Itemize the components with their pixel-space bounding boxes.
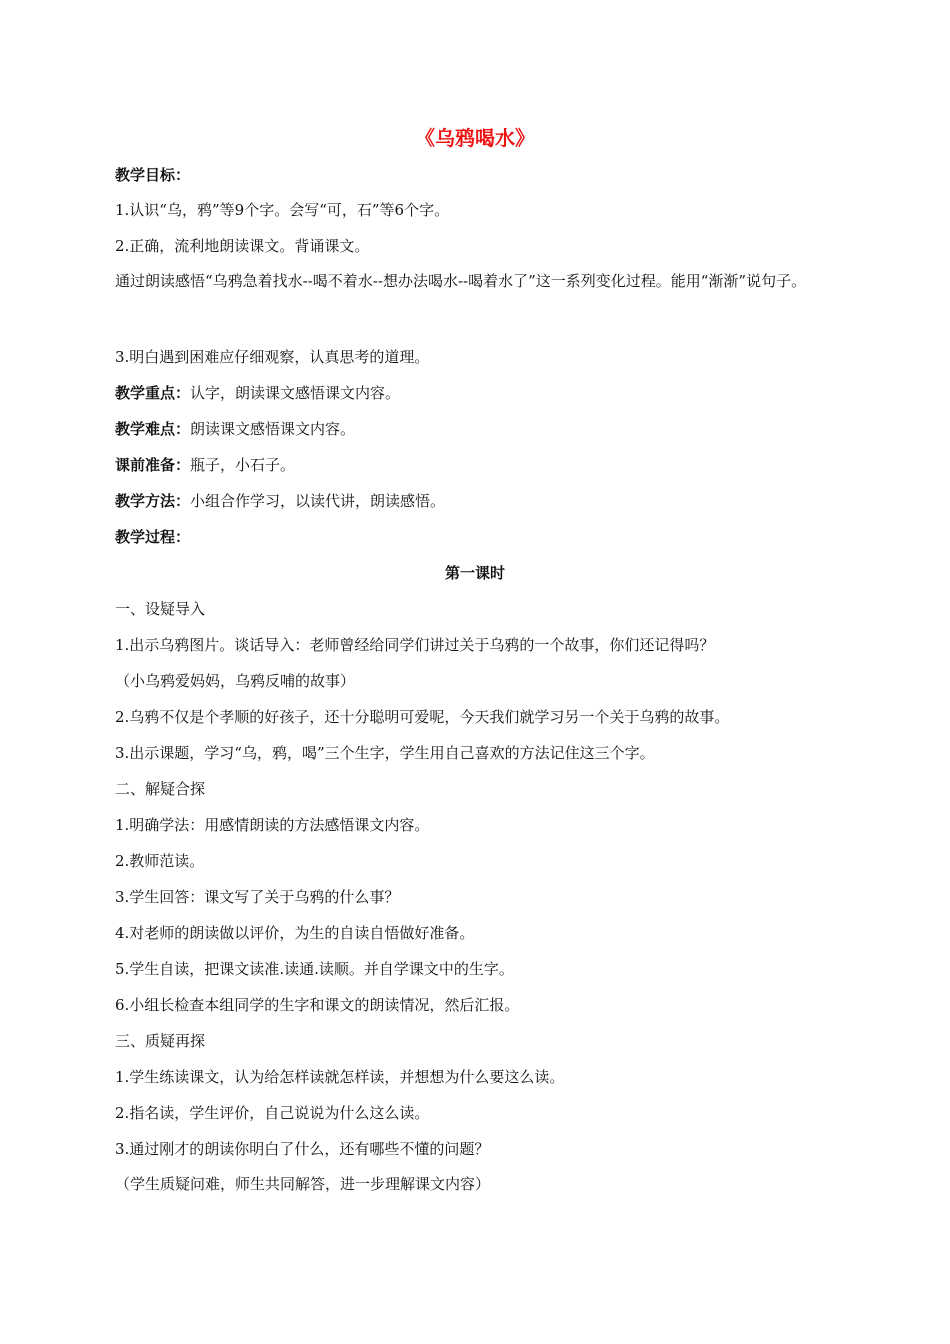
preparation-text: 瓶子，小石子。	[190, 456, 296, 474]
section-3-title: 三、质疑再探	[115, 1032, 206, 1050]
section-1-item-1-note: （小乌鸦爱妈妈，乌鸦反哺的故事）	[115, 672, 356, 690]
section-2-item-1: 1.明确学法：用感情朗读的方法感悟课文内容。	[115, 816, 430, 834]
objective-item-2-detail: 通过朗读感悟“乌鸦急着找水--喝不着水--想办法喝水--喝着水了”这一系列变化过程。能用“渐渐”说句子。	[115, 272, 807, 290]
section-2-item-3: 3.学生回答：课文写了关于乌鸦的什么事？	[115, 888, 400, 906]
section-2-item-2: 2.教师范读。	[115, 852, 205, 870]
section-1-item-3: 3.出示课题，学习“乌，鸦，喝”三个生字，学生用自己喜欢的方法记住这三个字。	[115, 744, 655, 762]
difficulty-label: 教学难点：	[115, 420, 191, 438]
section-1-item-1: 1.出示乌鸦图片。谈话导入：老师曾经给同学们讲过关于乌鸦的一个故事，你们还记得吗？	[115, 636, 715, 654]
section-2-item-4: 4.对老师的朗读做以评价，为生的自读自悟做好准备。	[115, 924, 475, 942]
section-1-title: 一、设疑导入	[115, 600, 206, 618]
difficulty-row	[115, 418, 855, 440]
objectives-label: 教学目标：	[115, 166, 191, 184]
method-label: 教学方法：	[115, 492, 191, 510]
difficulty-text: 朗读课文感悟课文内容。	[190, 420, 356, 438]
method-text: 小组合作学习，以读代讲，朗读感悟。	[190, 492, 446, 510]
section-3-item-1: 1.学生练读课文，认为给怎样读就怎样读，并想想为什么要这么读。	[115, 1068, 565, 1086]
section-3-item-3: 3.通过刚才的朗读你明白了什么，还有哪些不懂的问题？	[115, 1140, 490, 1158]
method-row	[115, 490, 855, 512]
section-2-title: 二、解疑合探	[115, 780, 206, 798]
document-title: 《乌鸦喝水》	[415, 126, 535, 150]
objective-item-3: 3.明白遇到困难应仔细观察，认真思考的道理。	[115, 348, 430, 366]
preparation-label: 课前准备：	[115, 456, 191, 474]
preparation-row	[115, 454, 855, 476]
focus-row	[115, 382, 855, 404]
lesson-heading: 第一课时	[444, 564, 505, 582]
objective-item-1: 1.认识“乌，鸦”等9个字。会写“可，石”等6个字。	[115, 201, 450, 219]
section-2-item-5: 5.学生自读，把课文读准.读通.读顺。并自学课文中的生字。	[115, 960, 514, 978]
section-3-item-3-note: （学生质疑问难，师生共同解答，进一步理解课文内容）	[115, 1175, 491, 1193]
process-label: 教学过程：	[115, 528, 191, 546]
section-3-item-2: 2.指名读，学生评价，自己说说为什么这么读。	[115, 1104, 430, 1122]
focus-label: 教学重点：	[115, 384, 191, 402]
focus-text: 认字，朗读课文感悟课文内容。	[190, 384, 401, 402]
objective-item-2: 2.正确，流利地朗读课文。背诵课文。	[115, 237, 370, 255]
section-2-item-6: 6.小组长检查本组同学的生字和课文的朗读情况，然后汇报。	[115, 996, 520, 1014]
section-1-item-2: 2.乌鸦不仅是个孝顺的好孩子，还十分聪明可爱呢，今天我们就学习另一个关于乌鸦的故事。	[115, 708, 730, 726]
